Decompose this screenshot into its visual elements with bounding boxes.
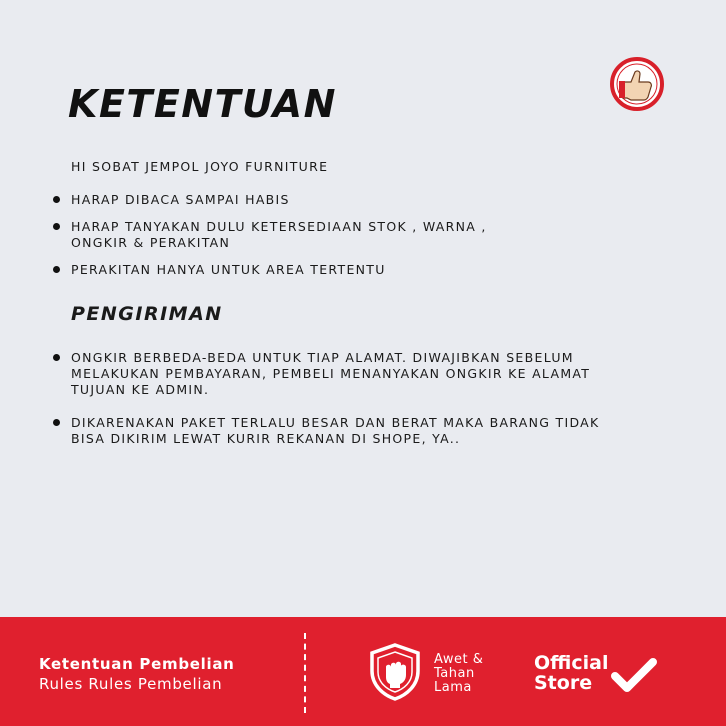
list-item-line: HARAP DIBACA SAMPAI HABIS	[71, 192, 290, 207]
list-item-line: ONGKIR BERBEDA-BEDA UNTUK TIAP ALAMAT. DIWAJIBKAN SEBELUM	[71, 350, 574, 365]
footer-divider	[304, 633, 306, 713]
official-store-label	[534, 653, 608, 693]
badge-line: Awet &	[434, 652, 484, 667]
list-item	[53, 262, 487, 278]
list-item-line: PERAKITAN HANYA UNTUK AREA TERTENTU	[71, 262, 386, 277]
page-title: KETENTUAN	[68, 82, 337, 126]
list-item	[53, 415, 600, 447]
durability-badge	[434, 653, 483, 695]
shipping-title: PENGIRIMAN	[71, 303, 223, 325]
list-item	[53, 219, 487, 251]
greeting-text: HI SOBAT JEMPOL JOYO FURNITURE	[71, 159, 329, 174]
footer-banner	[0, 617, 726, 726]
list-item-line: ONGKIR & PERAKITAN	[71, 235, 231, 250]
official-line: Store	[534, 672, 593, 694]
list-item-line: MELAKUKAN PEMBAYARAN, PEMBELI MENANYAKAN ONGKIR KE ALAMAT	[71, 366, 591, 381]
list-item-line: TUJUAN KE ADMIN.	[71, 382, 210, 397]
shield-fist-icon	[369, 643, 421, 705]
list-item-line: BISA DIKIRIM LEWAT KURIR REKANAN DI SHOPE, YA..	[71, 431, 461, 446]
list-item	[53, 350, 600, 398]
list-item-line: HARAP TANYAKAN DULU KETERSEDIAAN STOK , WARNA ,	[71, 219, 487, 234]
official-line: Official	[534, 652, 609, 674]
list-item-line: DIKARENAKAN PAKET TERLALU BESAR DAN BERAT MAKA BARANG TIDAK	[71, 415, 600, 430]
rules-list	[53, 192, 487, 289]
footer-subtitle: Rules Rules Pembelian	[39, 675, 223, 693]
checkmark-icon	[611, 657, 657, 697]
footer-title: Ketentuan Pembelian	[39, 655, 235, 673]
list-item	[53, 192, 487, 208]
brand-logo-thumbs-up-icon	[603, 56, 671, 112]
shipping-list	[53, 350, 600, 464]
badge-line: Lama	[434, 680, 472, 695]
badge-line: Tahan	[434, 666, 475, 681]
